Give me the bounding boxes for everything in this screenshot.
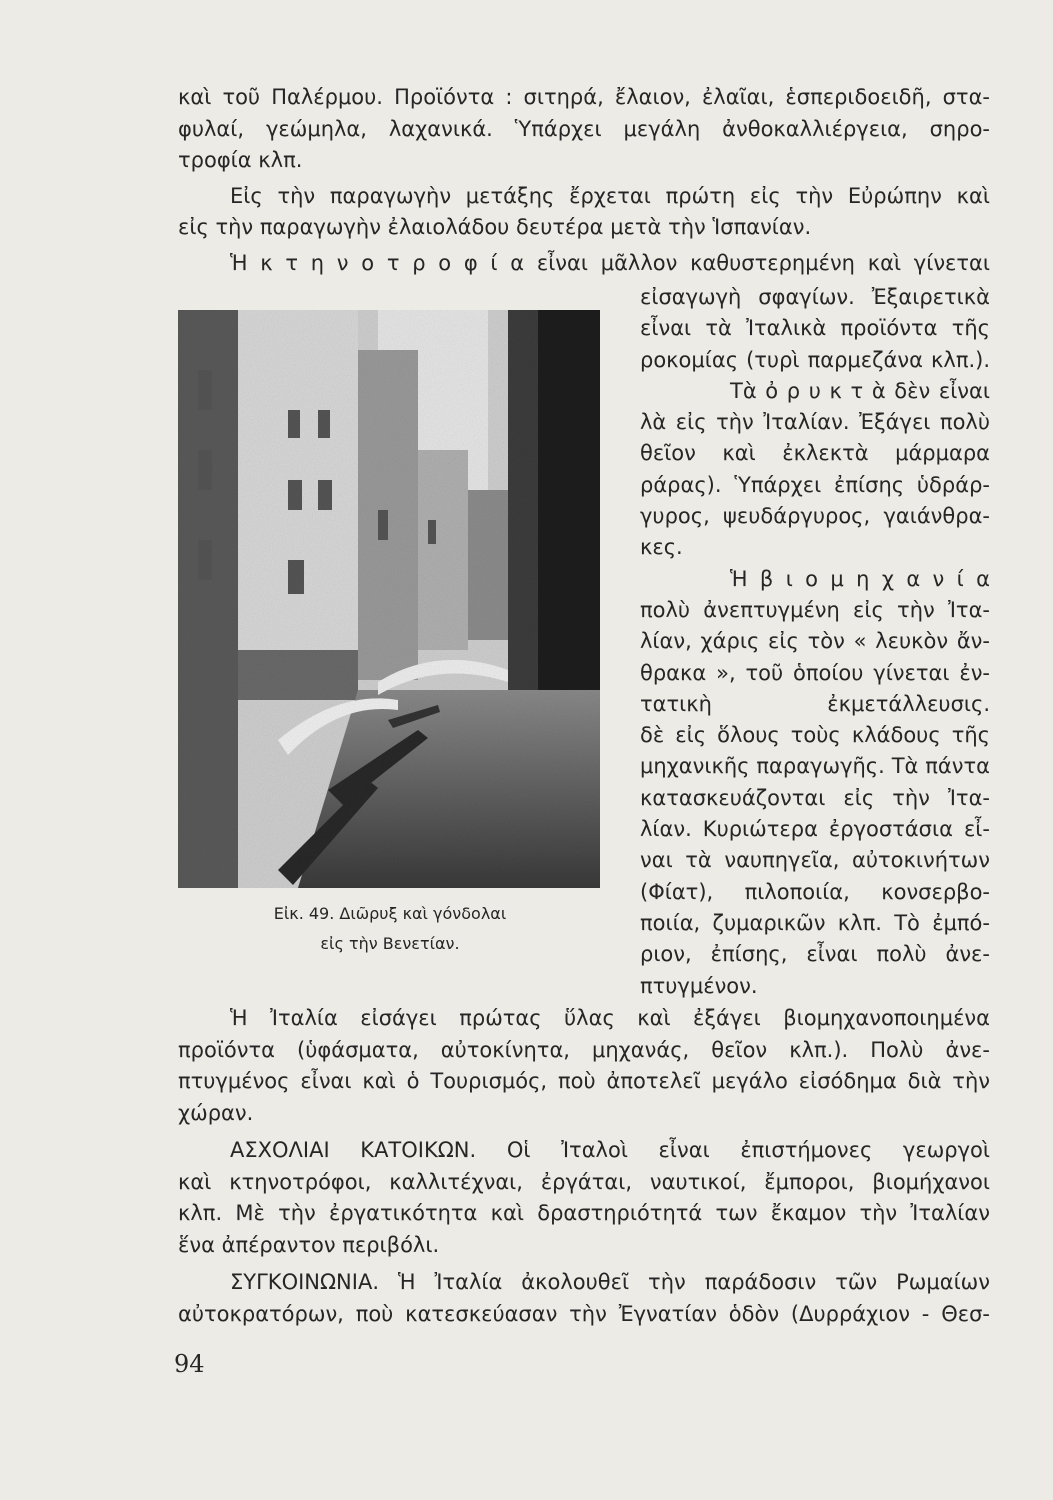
text-line: ράρας). Ὑπάρχει ἐπίσης ὑδράρ-	[640, 472, 990, 497]
figure-caption-line1: Εἰκ. 49. Διῶρυξ καὶ γόνδολαι	[273, 904, 507, 923]
text-line: καὶ κτηνοτρόφοι, καλλιτέχναι, ἐργάται, ναυτικοί, ἔμποροι, βιομήχανοι	[178, 1169, 990, 1194]
text-line: γυρος, ψευδάργυρος, γαιάνθρα-	[640, 504, 990, 529]
text-line: Ἡ β ι ο μ η χ α ν ί α	[730, 566, 990, 591]
text-line: ροκομίας (τυρὶ παρμεζάνα κλπ.).	[640, 347, 990, 372]
text-line: Τὰ ὀ ρ υ κ τ ὰ δὲν εἶναι	[730, 378, 990, 403]
text-line: καὶ τοῦ Παλέρμου. Προϊόντα : σιτηρά, ἔλαιον, ἐλαῖαι, ἑσπεριδοειδῆ, στα-	[178, 85, 990, 109]
text-line: Εἰς τὴν παραγωγὴν μετάξης ἔρχεται πρώτη εἰς τὴν Εὐρώπην καὶ	[230, 183, 990, 208]
text-line: θρακα », τοῦ ὁποίου γίνεται ἐν-	[640, 660, 990, 685]
text-line: εἰσαγωγὴ σφαγίων. Ἐξαιρετικὰ	[640, 285, 990, 309]
text-line: χώραν.	[178, 1100, 254, 1125]
text-line: αὐτοκρατόρων, ποὺ κατεσκεύασαν τὴν Ἐγνατίαν ὁδὸν (Δυρράχιον - Θεσ-	[178, 1301, 990, 1326]
text-line: ΣΥΓΚΟΙΝΩΝΙΑ. Ἡ Ἰταλία ἀκολουθεῖ τὴν παράδοσιν τῶν Ρωμαίων	[230, 1270, 990, 1294]
text-line: ριον, ἐπίσης, εἶναι πολὺ ἀνε-	[640, 942, 990, 967]
text-line: λίαν, χάρις εἰς τὸν « λευκὸν ἄν-	[640, 629, 990, 654]
text-line: εἶναι τὰ Ἰταλικὰ προϊόντα τῆς	[640, 316, 990, 341]
venice-canal-photo	[178, 310, 600, 888]
text-line: φυλαί, γεώμηλα, λαχανικά. Ὑπάρχει μεγάλη ἀνθοκαλλιέργεια, σηρο-	[178, 116, 990, 141]
text-line: κες.	[640, 535, 683, 560]
text-line: ναι τὰ ναυπηγεῖα, αὐτοκινήτων	[640, 848, 990, 873]
page-number: 94	[174, 1350, 205, 1378]
text-line: πτυγμένον.	[640, 973, 758, 998]
text-line: Ἡ Ἰταλία εἰσάγει πρώτας ὕλας καὶ ἐξάγει βιομηχανοποιημένα	[230, 1006, 990, 1030]
text-line: εἰς τὴν παραγωγὴν ἐλαιολάδου δευτέρα μετὰ τὴν Ἱσπανίαν.	[178, 215, 812, 239]
text-line: ΑΣΧΟΛΙΑΙ ΚΑΤΟΙΚΩΝ. Οἱ Ἰταλοὶ εἶναι ἐπιστήμονες γεωργοὶ	[230, 1138, 990, 1162]
text-line: λίαν. Κυριώτερα ἐργοστάσια εἶ-	[640, 817, 990, 842]
text-line: κλπ. Μὲ τὴν ἐργατικότητα καὶ δραστηριότητά των ἔκαμον τὴν Ἰταλίαν	[178, 1201, 990, 1225]
text-line: Ἡ κ τ η ν ο τ ρ ο φ ί α εἶναι μᾶλλον καθυστερημένη καὶ γίνεται	[230, 250, 990, 275]
text-line: κατασκευάζονται εἰς τὴν Ἰτα-	[640, 785, 990, 810]
text-block-top	[178, 82, 990, 279]
text-line: τατικὴ ἐκμετάλλευσις.	[640, 691, 990, 716]
text-line: προϊόντα (ὑφάσματα, αὐτοκίνητα, μηχανάς, θεῖον κλπ.). Πολὺ ἀνε-	[178, 1037, 990, 1062]
text-line: λὰ εἰς τὴν Ἰταλίαν. Ἐξάγει πολὺ	[640, 410, 990, 435]
text-line: (Φίατ), πιλοποιία, κονσερβο-	[640, 879, 990, 904]
text-line: τροφία κλπ.	[178, 148, 303, 172]
text-line: πτυγμένος εἶναι καὶ ὁ Τουρισμός, ποὺ ἀποτελεῖ μεγάλο εἰσόδημα διὰ τὴν	[178, 1069, 990, 1093]
text-line: δὲ εἰς ὅλους τοὺς κλάδους τῆς	[640, 723, 990, 748]
text-line: μηχανικῆς παραγωγῆς. Τὰ πάντα	[640, 754, 990, 779]
figure-caption-line2: εἰς τὴν Βενετίαν.	[320, 934, 460, 953]
text-line: ποιία, ζυμαρικῶν κλπ. Τὸ ἐμπό-	[640, 910, 990, 935]
text-line: πολὺ ἀνεπτυγμένη εἰς τὴν Ἰτα-	[640, 597, 990, 622]
text-line: ἕνα ἀπέραντον περιβόλι.	[178, 1232, 440, 1257]
text-line: θεῖον καὶ ἐκλεκτὰ μάρμαρα	[640, 441, 990, 466]
text-block-bottom	[178, 1003, 990, 1330]
text-column-right	[640, 282, 990, 1002]
